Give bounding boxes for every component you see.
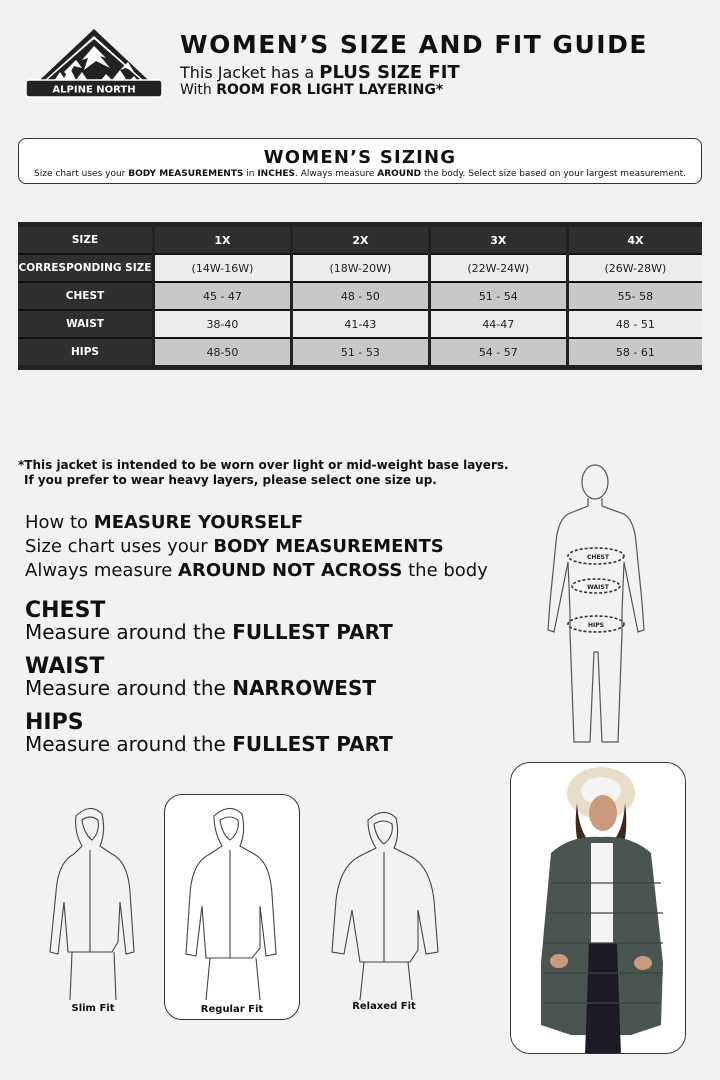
- slim-fit-label: Slim Fit: [71, 1003, 115, 1014]
- row-label: CORRESPONDING SIZE: [18, 254, 154, 282]
- layering-description: With ROOM FOR LIGHT LAYERING*: [180, 82, 444, 98]
- sizing-note: Size chart uses your BODY MEASUREMENTS in INCHES. Always measure AROUND the body. Select size based on your largest measurement.: [34, 169, 686, 179]
- waist-heading: WAIST: [25, 654, 105, 679]
- table-cell: 51 - 54: [429, 282, 567, 310]
- measure-body-note: Size chart uses your BODY MEASUREMENTS: [25, 536, 444, 557]
- table-header-row: [18, 225, 702, 255]
- measure-around-note: Always measure AROUND NOT ACROSS the body: [25, 560, 488, 581]
- hips-description: Measure around the FULLEST PART: [25, 732, 393, 756]
- row-label: WAIST: [18, 310, 154, 338]
- row-label: HIPS: [18, 338, 154, 368]
- table-cell: 48 - 50: [291, 282, 429, 310]
- table-cell: 48 - 51: [567, 310, 702, 338]
- measure-intro: How to MEASURE YOURSELF: [25, 512, 304, 533]
- chest-heading: CHEST: [25, 598, 106, 623]
- model-in-jacket-photo: [511, 763, 686, 1054]
- table-cell: 38-40: [154, 310, 292, 338]
- size-1x: 1X: [154, 225, 292, 255]
- chest-description: Measure around the FULLEST PART: [25, 620, 393, 644]
- size-chart-table: [18, 222, 702, 370]
- page-title: WOMEN’S SIZE AND FIT GUIDE: [180, 30, 648, 59]
- product-photo-frame: [510, 762, 686, 1054]
- waist-mark-label: WAIST: [587, 584, 609, 591]
- size-2x: 2X: [291, 225, 429, 255]
- slim-fit-illustration: [38, 802, 148, 1002]
- hips-mark-label: HIPS: [588, 622, 604, 629]
- table-cell: (26W-28W): [567, 254, 702, 282]
- sizing-title: WOMEN’S SIZING: [263, 147, 457, 168]
- table-cell: 48-50: [154, 338, 292, 368]
- table-cell: 55- 58: [567, 282, 702, 310]
- hips-heading: HIPS: [25, 710, 84, 735]
- table-cell: 58 - 61: [567, 338, 702, 368]
- size-3x: 3X: [429, 225, 567, 255]
- table-cell: 44-47: [429, 310, 567, 338]
- logo-text: ALPINE NORTH: [52, 84, 136, 96]
- table-row: [18, 254, 702, 282]
- fit-description: This Jacket has a PLUS SIZE FIT: [180, 62, 460, 83]
- row-label: CHEST: [18, 282, 154, 310]
- alpine-north-logo: [24, 26, 164, 100]
- table-cell: 41-43: [291, 310, 429, 338]
- table-row: [18, 282, 702, 310]
- header-label: SIZE: [18, 225, 154, 255]
- table-row: [18, 338, 702, 368]
- relaxed-fit-label: Relaxed Fit: [352, 1001, 416, 1012]
- waist-description: Measure around the NARROWEST: [25, 676, 377, 700]
- table-cell: (18W-20W): [291, 254, 429, 282]
- table-row: [18, 310, 702, 338]
- table-cell: 45 - 47: [154, 282, 292, 310]
- relaxed-fit-illustration: [326, 806, 446, 1002]
- table-cell: 54 - 57: [429, 338, 567, 368]
- regular-fit-illustration: [176, 802, 288, 1002]
- chest-mark-label: CHEST: [587, 554, 609, 561]
- table-cell: (14W-16W): [154, 254, 292, 282]
- layering-note: *This jacket is intended to be worn over light or mid-weight base layers. If you prefer to wear heavy layers, please select one size up.: [18, 458, 509, 487]
- table-cell: 51 - 53: [291, 338, 429, 368]
- body-measurement-figure: [540, 462, 650, 752]
- size-4x: 4X: [567, 225, 702, 255]
- regular-fit-label: Regular Fit: [200, 1004, 264, 1015]
- table-cell: (22W-24W): [429, 254, 567, 282]
- sizing-info-box: [18, 138, 702, 184]
